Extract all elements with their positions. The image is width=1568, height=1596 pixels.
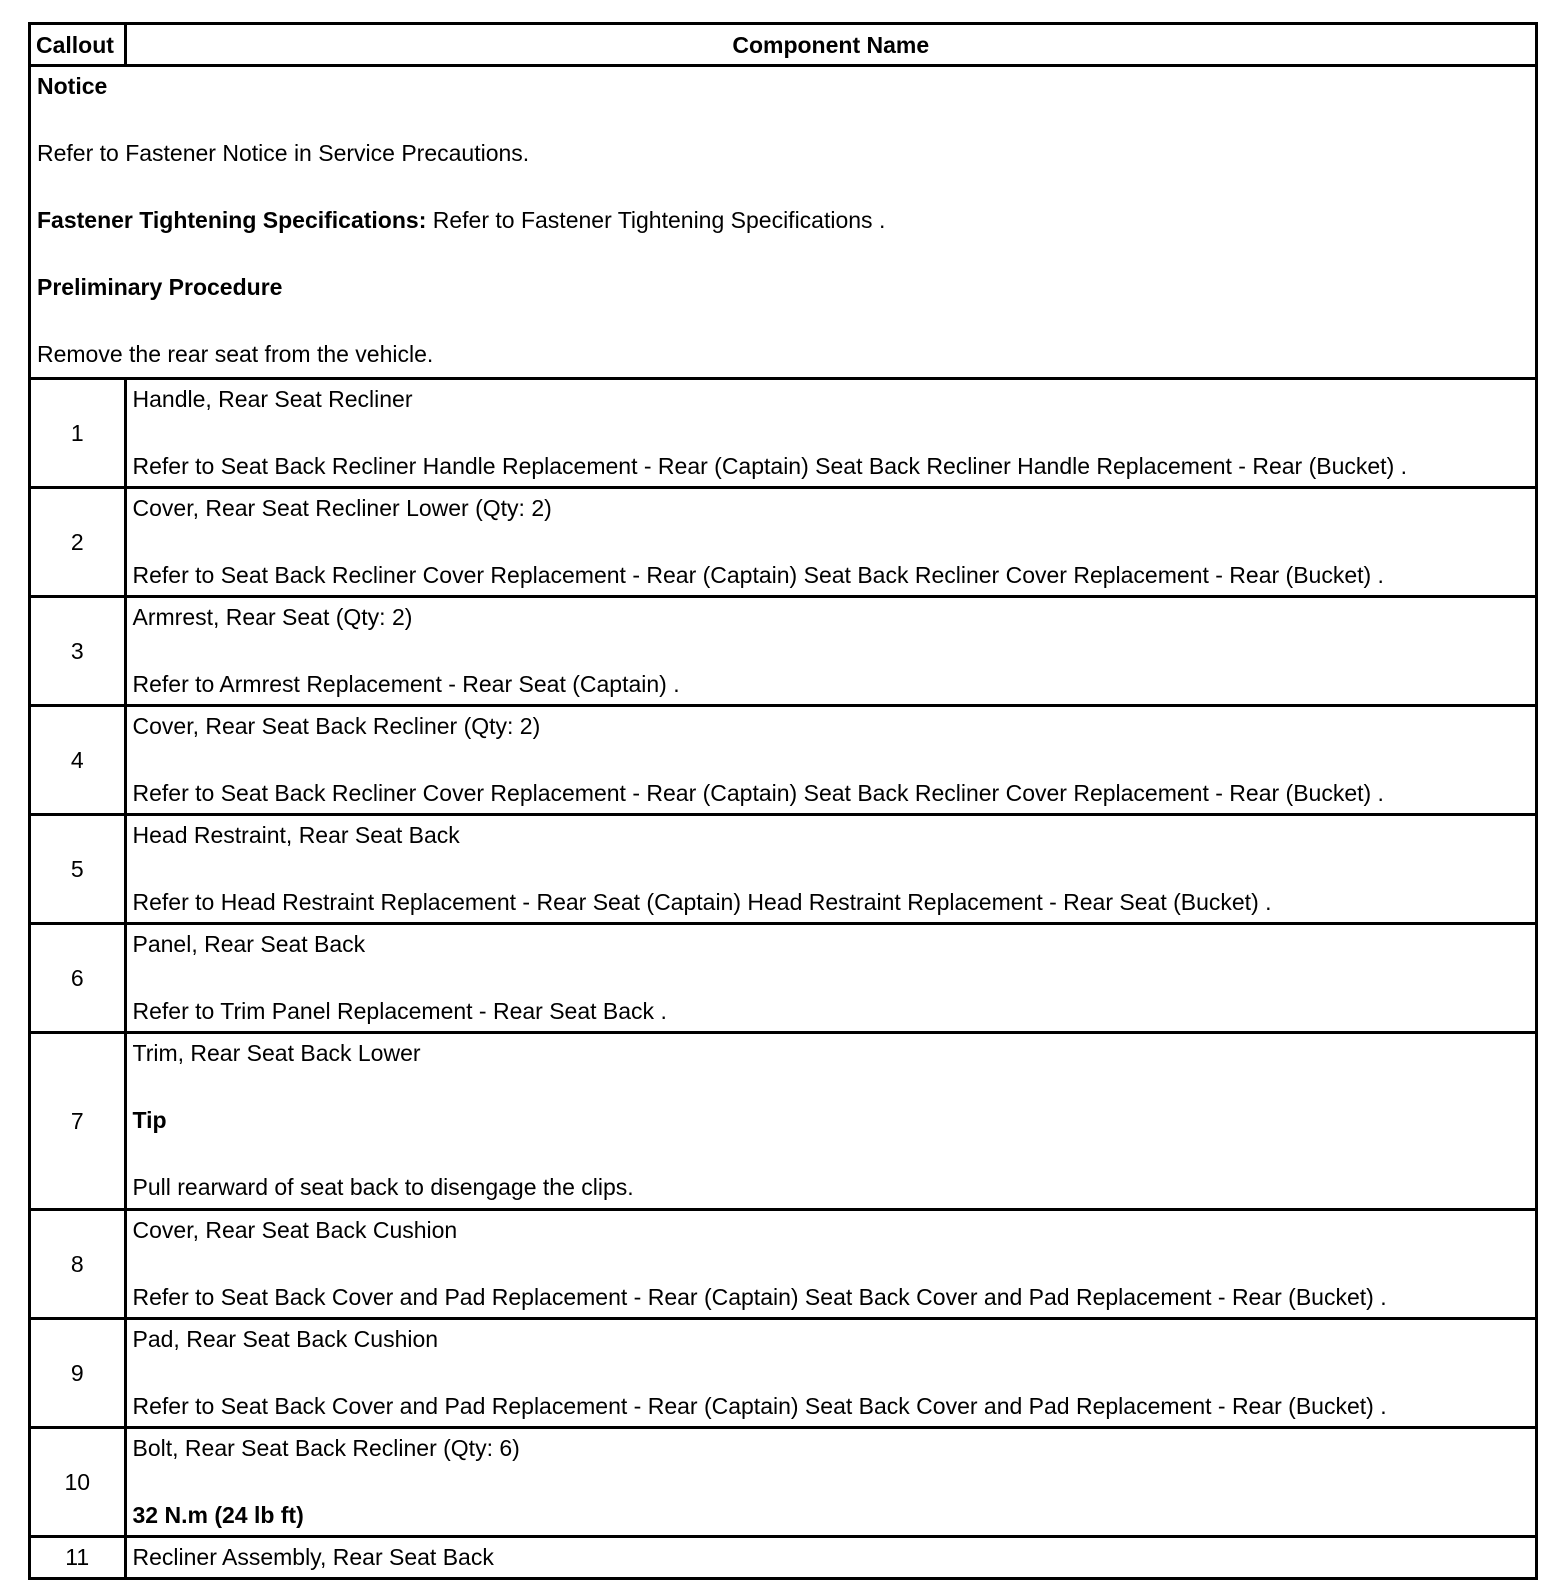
component-name: Cover, Rear Seat Recliner Lower (Qty: 2) xyxy=(132,494,552,521)
component-table-frame xyxy=(28,22,1538,1580)
fastener-spec xyxy=(37,203,1529,237)
component-cell xyxy=(125,814,1535,923)
component-cell xyxy=(125,1536,1535,1577)
component-note: Refer to Armrest Replacement - Rear Seat (Captain) . xyxy=(132,670,680,697)
callout-number: 3 xyxy=(31,596,125,705)
component-cell xyxy=(125,1318,1535,1427)
component-cell xyxy=(125,705,1535,814)
component-cell xyxy=(125,487,1535,596)
callout-number: 8 xyxy=(31,1209,125,1318)
fastener-spec-label: Fastener Tightening Specifications: xyxy=(37,207,427,234)
tip-title: Tip xyxy=(132,1106,167,1133)
table-row xyxy=(31,1209,1535,1318)
callout-number: 6 xyxy=(31,923,125,1032)
component-name: Cover, Rear Seat Back Cushion xyxy=(132,1216,458,1243)
component-cell xyxy=(125,596,1535,705)
table-row xyxy=(31,1536,1535,1577)
component-name: Handle, Rear Seat Recliner xyxy=(132,385,413,412)
table-header-row xyxy=(31,25,1535,66)
callout-column-header: Callout xyxy=(31,25,125,66)
component-name: Panel, Rear Seat Back xyxy=(132,930,366,957)
component-name: Pad, Rear Seat Back Cushion xyxy=(132,1325,439,1352)
component-note: Refer to Head Restraint Replacement - Rear Seat (Captain) Head Restraint Replacement - Rear Seat (Bucket) . xyxy=(132,888,1272,915)
component-note: Refer to Seat Back Recliner Cover Replacement - Rear (Captain) Seat Back Recliner Cover Replacement - Rear (Bucket) . xyxy=(132,561,1384,588)
preliminary-text: Remove the rear seat from the vehicle. xyxy=(37,341,434,368)
notice-title: Notice xyxy=(37,73,108,100)
table-row xyxy=(31,705,1535,814)
component-name: Cover, Rear Seat Back Recliner (Qty: 2) xyxy=(132,712,541,739)
callout-number: 4 xyxy=(31,705,125,814)
callout-number: 9 xyxy=(31,1318,125,1427)
component-cell xyxy=(125,923,1535,1032)
table-row xyxy=(31,923,1535,1032)
component-cell xyxy=(125,1032,1535,1209)
callout-number: 10 xyxy=(31,1427,125,1536)
table-row xyxy=(31,487,1535,596)
callout-number: 1 xyxy=(31,378,125,487)
component-note: Refer to Seat Back Recliner Handle Replacement - Rear (Captain) Seat Back Recliner Handle Replacement - Rear (Bucket) . xyxy=(132,452,1408,479)
notice-cell xyxy=(31,66,1535,379)
notice-row xyxy=(31,66,1535,379)
component-cell xyxy=(125,1427,1535,1536)
table-row xyxy=(31,1032,1535,1209)
component-note: Refer to Trim Panel Replacement - Rear Seat Back . xyxy=(132,997,667,1024)
callout-number: 5 xyxy=(31,814,125,923)
component-note: Refer to Seat Back Cover and Pad Replacement - Rear (Captain) Seat Back Cover and Pad Replacement - Rear (Bucket) . xyxy=(132,1392,1387,1419)
table-row xyxy=(31,1318,1535,1427)
table-row xyxy=(31,814,1535,923)
torque-spec: 32 N.m (24 lb ft) xyxy=(132,1501,304,1528)
table-row xyxy=(31,596,1535,705)
component-note: Refer to Seat Back Cover and Pad Replacement - Rear (Captain) Seat Back Cover and Pad Replacement - Rear (Bucket) . xyxy=(132,1283,1387,1310)
table-row xyxy=(31,378,1535,487)
table-row xyxy=(31,1427,1535,1536)
component-name: Bolt, Rear Seat Back Recliner (Qty: 6) xyxy=(132,1434,520,1461)
component-column-header: Component Name xyxy=(125,25,1535,66)
component-name: Head Restraint, Rear Seat Back xyxy=(132,821,460,848)
callout-number: 7 xyxy=(31,1032,125,1209)
component-name: Recliner Assembly, Rear Seat Back xyxy=(132,1543,494,1570)
component-name: Armrest, Rear Seat (Qty: 2) xyxy=(132,603,413,630)
preliminary-title: Preliminary Procedure xyxy=(37,274,283,301)
component-table xyxy=(31,25,1535,1577)
notice-text: Refer to Fastener Notice in Service Precautions. xyxy=(37,140,530,167)
component-cell xyxy=(125,1209,1535,1318)
tip-text: Pull rearward of seat back to disengage the clips. xyxy=(132,1173,634,1200)
fastener-spec-text: Refer to Fastener Tightening Specifications . xyxy=(426,207,886,234)
callout-number: 11 xyxy=(31,1536,125,1577)
component-name: Trim, Rear Seat Back Lower xyxy=(132,1039,421,1066)
component-cell xyxy=(125,378,1535,487)
callout-number: 2 xyxy=(31,487,125,596)
component-note: Refer to Seat Back Recliner Cover Replacement - Rear (Captain) Seat Back Recliner Cover Replacement - Rear (Bucket) . xyxy=(132,779,1384,806)
